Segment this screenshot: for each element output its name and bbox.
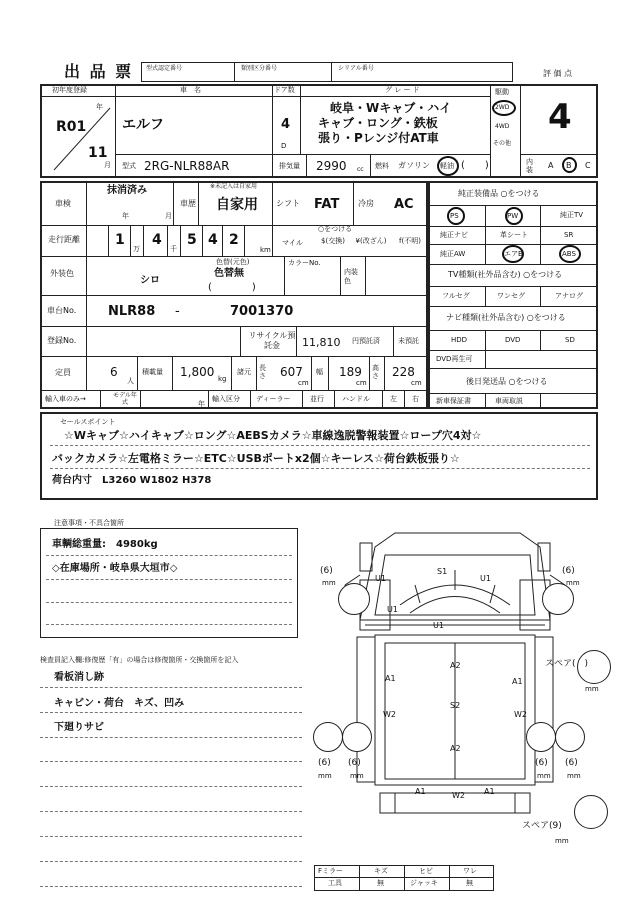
mileage-digit-5: 2: [229, 232, 239, 248]
first-reg-year: R01: [56, 119, 87, 135]
fuel-gasoline: ガソリン: [398, 161, 430, 170]
mark-a1-d: A1: [484, 787, 495, 796]
mark-u1-a: U1: [375, 574, 386, 583]
mark-u1-c: U1: [387, 605, 398, 614]
color-change-value: 色替無: [214, 268, 244, 279]
usage-value: 自家用: [216, 197, 258, 213]
car-name-label: 車 名: [180, 86, 201, 94]
fuel-diesel: 軽油: [440, 162, 454, 170]
exterior-color: シロ: [140, 275, 160, 286]
mark-a1-c: A1: [415, 787, 426, 796]
mark-a2-b: A2: [450, 744, 461, 753]
tire-mm-rr2: (6): [565, 758, 578, 768]
score-label: 評 価 点: [543, 69, 573, 78]
length: 607: [280, 365, 303, 379]
inspector-line-2: キャビン・荷台 キズ、凹み: [54, 698, 185, 709]
chassis-number: 7001370: [230, 304, 294, 319]
width: 189: [339, 365, 362, 379]
mark-u1-b: U1: [480, 574, 491, 583]
type-approval-field: 型式認定番号: [141, 62, 235, 82]
mileage-digit-4: 4: [208, 232, 218, 248]
serial-field: シリアル番号: [331, 62, 513, 82]
drive-2wd: 2WD: [495, 104, 510, 111]
inspection-status: 抹消済み: [107, 185, 147, 196]
evaluation-score: 4: [548, 97, 572, 137]
tire-rear-right-outer: [555, 722, 585, 752]
spare-label-2: スペア(9): [522, 821, 562, 831]
inspector-line-3: 下廻りサビ: [54, 722, 104, 733]
mark-s2: S2: [450, 701, 461, 710]
grade-line-2: キャブ・ロング・鉄板: [318, 116, 438, 130]
tire-mm-rr1: (6): [535, 758, 548, 768]
mark-a1-a: A1: [385, 674, 396, 683]
tire-mm-rl1: (6): [318, 758, 331, 768]
recycle-amount: 11,810: [302, 336, 341, 349]
grade-line-1: 岐阜・Wキャブ・ハイ: [330, 101, 452, 115]
tire-rear-right-inner: [526, 722, 556, 752]
drive-4wd: 4WD: [495, 123, 510, 130]
spare-label-1: スペア( ): [545, 659, 589, 669]
mark-a1-b: A1: [512, 677, 523, 686]
mark-a2-a: A2: [450, 661, 461, 670]
first-reg-month: 11: [88, 145, 108, 161]
first-reg-label: 初年度登録: [52, 86, 87, 94]
mark-w2-a: W2: [383, 710, 396, 719]
doors-label: ドア数: [274, 86, 295, 94]
mark-w2-b: W2: [514, 710, 527, 719]
car-name: エルフ: [122, 117, 164, 133]
model-code: 2RG-NLR88AR: [144, 159, 230, 173]
tire-mm-rl2: (6): [348, 758, 361, 768]
load-capacity: 1,800: [180, 365, 215, 379]
sales-line-3: 荷台内寸 L3260 W1802 H378: [52, 475, 212, 486]
tire-mm-fr: (6): [562, 566, 575, 576]
drive-other: その他: [493, 140, 512, 147]
displacement: 2990: [316, 159, 347, 173]
mileage-digit-3: 5: [187, 232, 197, 248]
capacity: 6: [110, 365, 118, 379]
tire-front-right: [542, 583, 574, 615]
spare-tire-2: [574, 795, 608, 829]
mileage-digit-2: 4: [152, 232, 162, 248]
mark-s1: S1: [437, 567, 448, 576]
note-line-1: 車輌総重量: 4980kg: [52, 539, 158, 550]
mileage-digit-1: 1: [115, 232, 125, 248]
doors-value: 4: [281, 117, 291, 132]
page-title: 出 品 票: [64, 62, 134, 81]
shift-value: FAT: [314, 197, 340, 212]
grade-label: グ レ ー ド: [385, 86, 420, 94]
category-field: 類別区分番号: [234, 62, 332, 82]
inspector-line-1: 看板消し跡: [54, 672, 104, 683]
tire-mm-fl: (6): [320, 566, 333, 576]
grade-line-3: 張り・Pレンジ付AT車: [318, 131, 439, 145]
chassis-prefix: NLR88: [108, 304, 156, 319]
tire-rear-left-outer: [313, 722, 343, 752]
drive-label: 駆動: [495, 88, 509, 96]
ac-value: AC: [394, 197, 414, 212]
tire-front-left: [338, 583, 370, 615]
vehicle-damage-diagram: [305, 525, 605, 870]
mark-w2-c: W2: [452, 791, 465, 800]
sales-line-1: ☆Wキャブ☆ハイキャブ☆ロング☆AEBSカメラ☆車線逸脱警報装置☆ロープ穴4対☆: [64, 429, 482, 442]
note-line-2: ◇在庫場所・岐阜県大垣市◇: [52, 563, 178, 574]
tire-rear-left-inner: [342, 722, 372, 752]
mark-u1-d: U1: [433, 621, 444, 630]
height: 228: [392, 365, 415, 379]
sales-line-2: バックカメラ☆左電格ミラー☆ETC☆USBポートx2個☆キーレス☆荷台鉄板張り☆: [52, 452, 460, 465]
